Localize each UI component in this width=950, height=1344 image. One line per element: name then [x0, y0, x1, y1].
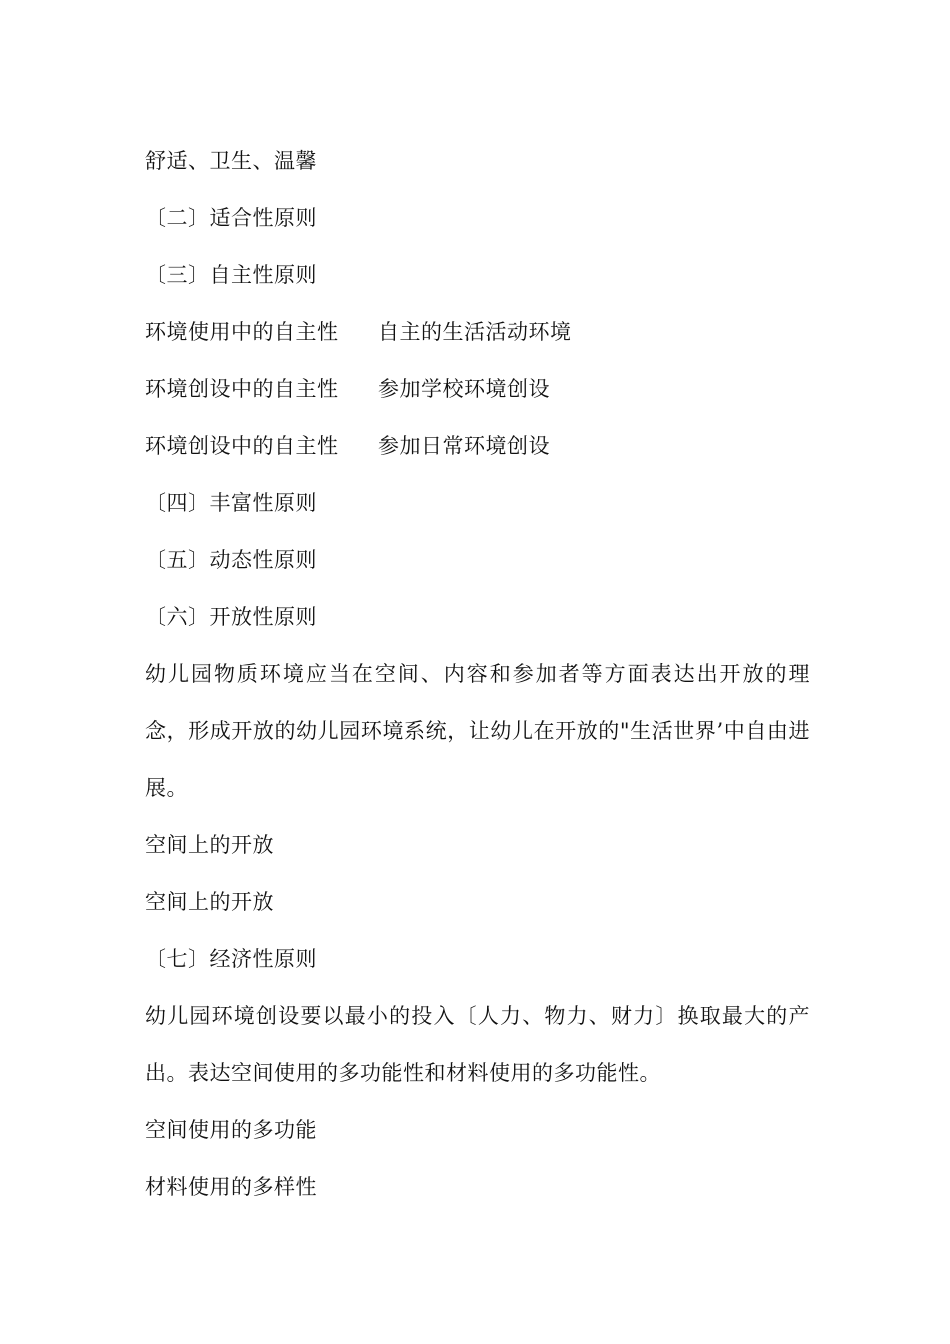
- heading-suitability-principle: 〔二〕适合性原则: [145, 206, 317, 230]
- autonomy-row-creation-school-left: 环境创设中的自主性: [145, 377, 339, 401]
- autonomy-row-usage-left: 环境使用中的自主性: [145, 320, 339, 344]
- text-line-comfort: 舒适、卫生、温馨: [145, 149, 317, 173]
- heading-richness-principle: 〔四〕丰富性原则: [145, 491, 317, 515]
- autonomy-row-creation-daily-right: 参加日常环境创设: [378, 434, 550, 458]
- heading-autonomy-principle: 〔三〕自主性原则: [145, 263, 317, 287]
- autonomy-row-creation-school: [145, 361, 810, 418]
- heading-openness-principle: 〔六〕开放性原则: [145, 605, 317, 629]
- paragraph-openness: 幼儿园物质环境应当在空间、内容和参加者等方面表达出开放的理念，形成开放的幼儿园环境系统，让幼儿在开放的"生活世界’中自由进展。: [145, 662, 810, 800]
- autonomy-row-usage-right: 自主的生活活动环境: [378, 320, 572, 344]
- text-line-space-open-1: 空间上的开放: [145, 833, 274, 857]
- autonomy-row-usage: [145, 304, 810, 361]
- document-body: [145, 133, 810, 1216]
- autonomy-row-creation-daily-left: 环境创设中的自主性: [145, 434, 339, 458]
- autonomy-row-creation-school-right: 参加学校环境创设: [378, 377, 550, 401]
- heading-economy-principle: 〔七〕经济性原则: [145, 947, 317, 971]
- paragraph-economy: 幼儿园环境创设要以最小的投入〔人力、物力、财力〕换取最大的产出。表达空间使用的多功能性和材料使用的多功能性。: [145, 1004, 810, 1085]
- text-line-space-multifunction: 空间使用的多功能: [145, 1118, 317, 1142]
- heading-dynamic-principle: 〔五〕动态性原则: [145, 548, 317, 572]
- autonomy-row-creation-daily: [145, 418, 810, 475]
- text-line-material-diversity: 材料使用的多样性: [145, 1175, 317, 1199]
- text-line-space-open-2: 空间上的开放: [145, 890, 274, 914]
